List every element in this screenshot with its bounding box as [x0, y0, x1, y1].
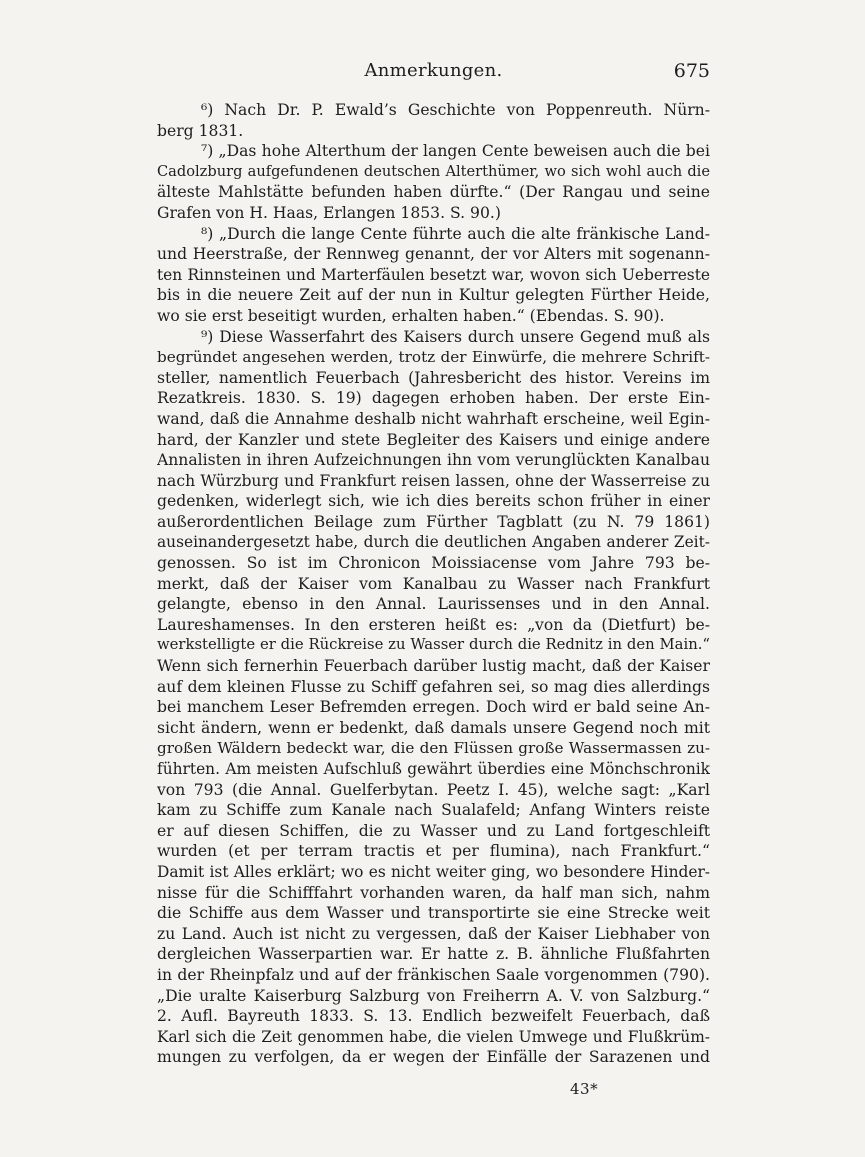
page-number: 675 — [673, 60, 710, 82]
text-line: bis in die neuere Zeit auf der nun in Kultur gelegten Fürther Heide, — [157, 286, 710, 305]
text-line: Cadolzburg aufgefundenen deutschen Alterthümer, wo sich wohl auch die — [157, 162, 710, 180]
text-line: „Die uralte Kaiserburg Salzburg von Freiherrn A. V. von Salzburg.“ — [157, 986, 710, 1005]
text-line: älteste Mahlstätte befunden haben dürfte.“ (Der Rangau und seine — [157, 183, 710, 202]
text-line: werkstelligte er die Rückreise zu Wasser durch die Rednitz in den Main.“ — [157, 636, 710, 654]
running-title: Anmerkungen. — [364, 60, 503, 81]
text-line: auseinandergesetzt habe, durch die deutlichen Angaben anderer Zeit- — [157, 533, 710, 552]
text-line: ⁸) „Durch die lange Cente führte auch die alte fränkische Land- — [201, 224, 710, 243]
text-line: begründet angesehen werden, trotz der Einwürfe, die mehrere Schrift- — [157, 348, 710, 367]
text-line: steller, namentlich Feuerbach (Jahresbericht des histor. Vereins im — [157, 368, 710, 387]
text-line: sicht ändern, wenn er bedenkt, daß damals unsere Gegend noch mit — [157, 718, 710, 737]
text-line: mungen zu verfolgen, da er wegen der Einfälle der Sarazenen und — [157, 1048, 710, 1067]
text-line: in der Rheinpfalz und auf der fränkischen Saale vorgenommen (790). — [157, 965, 710, 984]
text-line: Grafen von H. Haas, Erlangen 1853. S. 90.) — [157, 203, 501, 222]
text-line: wurden (et per terram tractis et per flumina), nach Frankfurt.“ — [157, 842, 710, 861]
text-line: zu Land. Auch ist nicht zu vergessen, daß der Kaiser Liebhaber von — [157, 924, 710, 943]
text-line: nisse für die Schifffahrt vorhanden waren, da half man sich, nahm — [157, 883, 710, 902]
text-line: ⁹) Diese Wasserfahrt des Kaisers durch unsere Gegend muß als — [201, 327, 710, 346]
text-line: Rezatkreis. 1830. S. 19) dagegen erhoben haben. Der erste Ein- — [157, 389, 710, 408]
text-line: außerordentlichen Beilage zum Fürther Tagblatt (zu N. 79 1861) — [157, 512, 710, 531]
text-line: Wenn sich fernerhin Feuerbach darüber lustig macht, daß der Kaiser — [157, 657, 710, 676]
text-line: führten. Am meisten Aufschluß gewährt überdies eine Mönchschronik — [157, 760, 710, 778]
text-line: großen Wäldern bedeckt war, die den Flüssen große Wassermassen zu- — [157, 739, 710, 758]
text-line: 2. Aufl. Bayreuth 1833. S. 13. Endlich bezweifelt Feuerbach, daß — [157, 1007, 710, 1026]
text-line: Karl sich die Zeit genommen habe, die vielen Umwege und Flußkrüm- — [157, 1027, 710, 1046]
text-line: nach Würzburg und Frankfurt reisen lassen, ohne der Wasserreise zu — [157, 471, 710, 490]
text-line: die Schiffe aus dem Wasser und transportirte sie eine Strecke weit — [157, 904, 710, 923]
footnote-text — [157, 100, 710, 1068]
text-line: ten Rinnsteinen und Marterfäulen besetzt war, wovon sich Ueberreste — [157, 265, 710, 284]
text-line: gelangte, ebenso in den Annal. Laurissenses und in den Annal. — [157, 595, 710, 614]
text-line: gedenken, widerlegt sich, wie ich dies bereits schon früher in einer — [157, 492, 710, 511]
text-line: wo sie erst beseitigt wurden, erhalten haben.“ (Ebendas. S. 90). — [157, 306, 665, 325]
text-line: Damit ist Alles erklärt; wo es nicht weiter ging, wo besondere Hinder- — [157, 862, 710, 881]
text-line: berg 1831. — [157, 121, 244, 140]
text-line: und Heerstraße, der Rennweg genannt, der vor Alters mit sogenann- — [157, 245, 710, 264]
text-line: von 793 (die Annal. Guelferbytan. Peetz I. 45), welche sagt: „Karl — [157, 780, 710, 799]
text-line: er auf diesen Schiffen, die zu Wasser und zu Land fortgeschleift — [157, 821, 710, 840]
text-line: hard, der Kanzler und stete Begleiter des Kaisers und einige andere — [157, 430, 710, 449]
text-line: wand, daß die Annahme deshalb nicht wahrhaft erscheine, weil Egin- — [157, 409, 710, 428]
text-line: genossen. So ist im Chronicon Moissiacense vom Jahre 793 be- — [157, 554, 710, 573]
signature-mark: 43* — [570, 1080, 599, 1098]
text-line: merkt, daß der Kaiser vom Kanalbau zu Wasser nach Frankfurt — [157, 574, 710, 593]
running-head — [157, 60, 710, 86]
text-line: ⁶) Nach Dr. P. Ewald’s Geschichte von Poppenreuth. Nürn- — [201, 101, 710, 119]
text-line: Annalisten in ihren Aufzeichnungen ihn vom verunglückten Kanalbau — [157, 451, 710, 470]
text-line: auf dem kleinen Flusse zu Schiff gefahren sei, so mag dies allerdings — [157, 677, 710, 696]
text-line: Laureshamenses. In den ersteren heißt es: „von da (Dietfurt) be- — [157, 615, 710, 634]
text-line: kam zu Schiffe zum Kanale nach Sualafeld; Anfang Winters reiste — [157, 801, 710, 820]
text-line: ⁷) „Das hohe Alterthum der langen Cente beweisen auch die bei — [201, 142, 710, 161]
text-line: bei manchem Leser Befremden erregen. Doch wird er bald seine An- — [157, 698, 710, 717]
text-line: dergleichen Wasserpartien war. Er hatte z. B. ähnliche Flußfahrten — [157, 945, 710, 964]
